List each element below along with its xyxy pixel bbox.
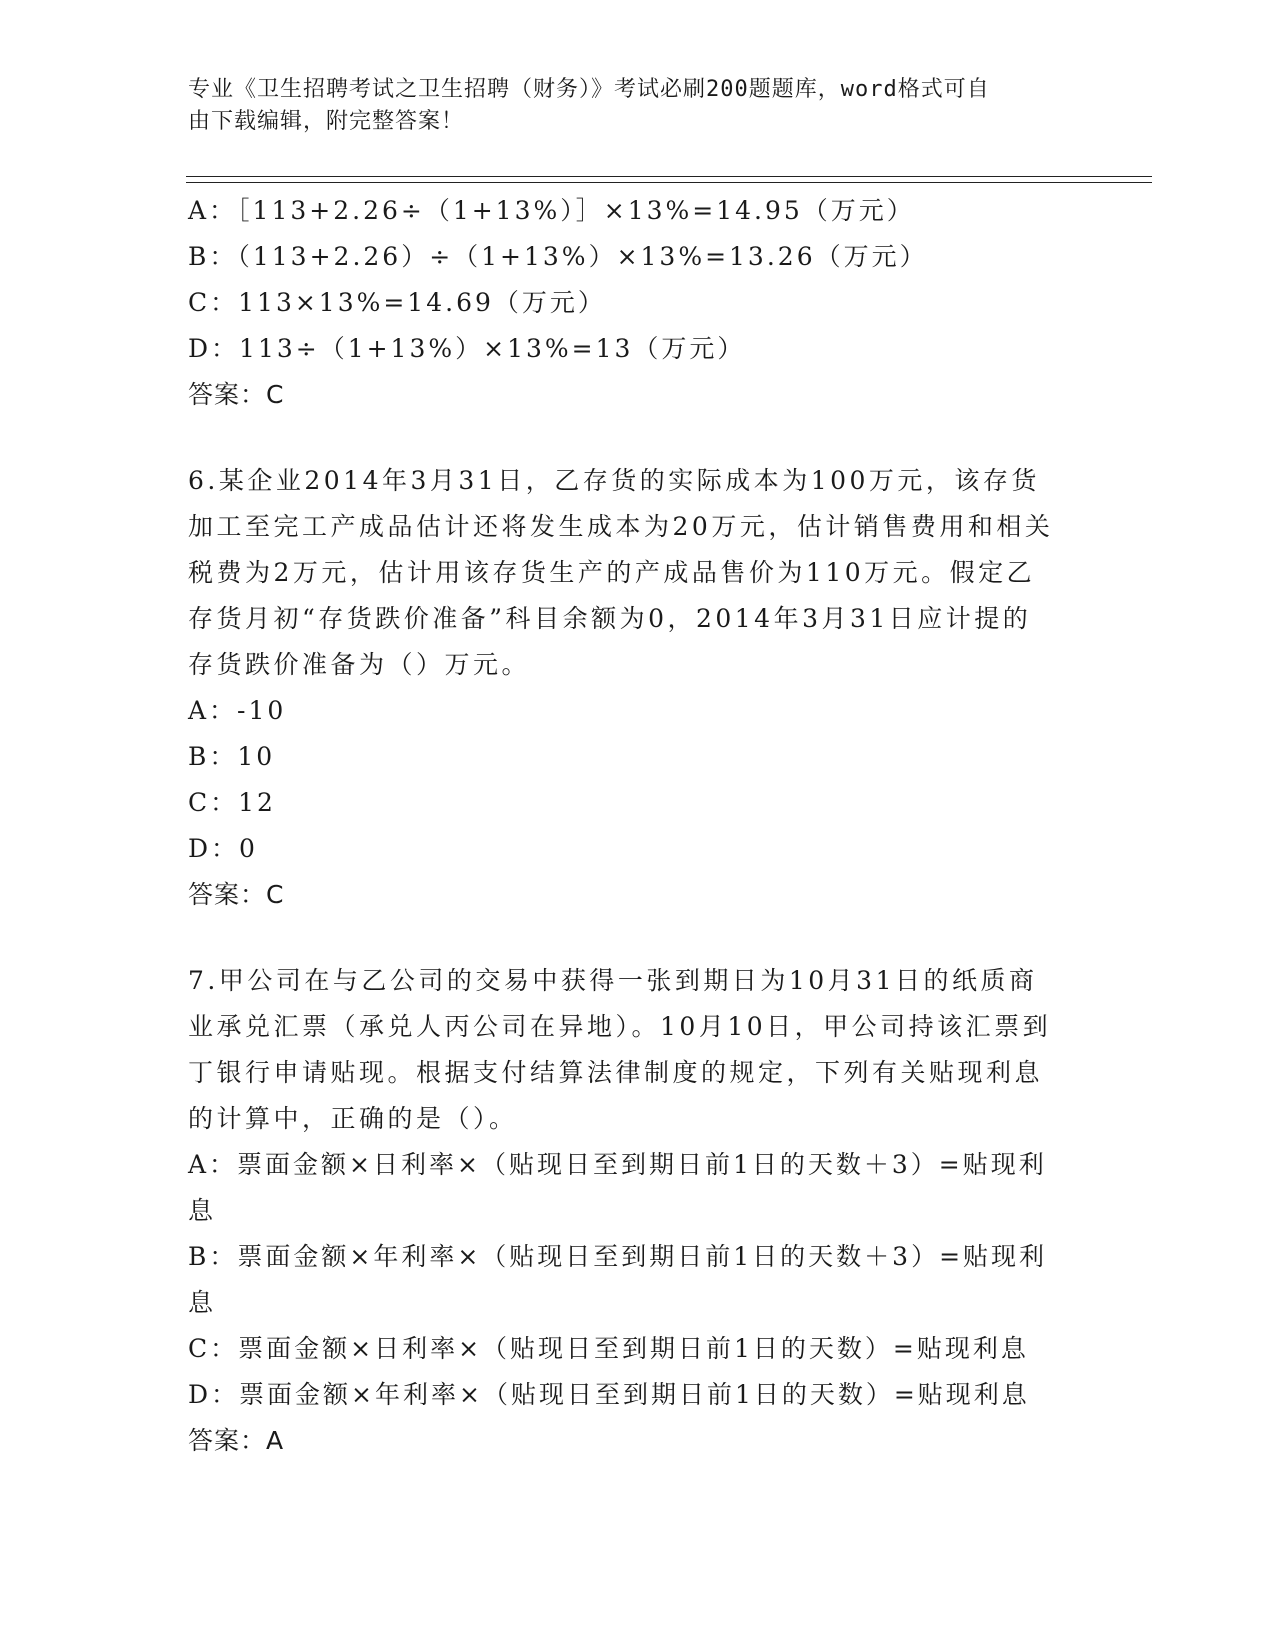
answer: 答案：A (188, 1426, 285, 1455)
question-content (188, 188, 1088, 1464)
stem-line: 税费为2万元，估计用该存货生产的产成品售价为110万元。假定乙 (188, 558, 1036, 587)
option-c: C：票面金额×日利率×（贴现日至到期日前1日的天数）=贴现利息 (188, 1334, 1029, 1363)
stem-line: 加工至完工产成品估计还将发生成本为20万元，估计销售费用和相关 (188, 512, 1054, 541)
stem-line: 业承兑汇票（承兑人丙公司在异地）。10月10日，甲公司持该汇票到 (188, 1012, 1052, 1041)
header-divider-top (186, 176, 1152, 177)
option-a-continued: 息 (188, 1196, 217, 1225)
option-a: A：-10 (188, 696, 287, 725)
option-b: B：票面金额×年利率×（贴现日至到期日前1日的天数＋3）=贴现利 (188, 1242, 1048, 1271)
option-c: C：12 (188, 788, 276, 817)
option-b-continued: 息 (188, 1288, 217, 1317)
question-stem (188, 458, 1088, 688)
question-5 (188, 188, 1088, 418)
spacer (188, 418, 1088, 458)
option-b: B：10 (188, 742, 276, 771)
document-header (188, 74, 1068, 138)
stem-line: 6.某企业2014年3月31日，乙存货的实际成本为100万元，该存货 (188, 466, 1040, 495)
stem-line: 存货月初“存货跌价准备”科目余额为0，2014年3月31日应计提的 (188, 604, 1032, 633)
answer: 答案：C (188, 380, 285, 409)
stem-line: 存货跌价准备为（）万元。 (188, 650, 531, 679)
header-divider-bottom (186, 182, 1152, 183)
header-line-2: 由下载编辑，附完整答案！ (188, 109, 465, 134)
stem-line: 的计算中，正确的是（）。 (188, 1104, 518, 1133)
option-b: B：（113+2.26）÷（1+13%）×13%=13.26（万元） (188, 242, 928, 271)
question-6 (188, 458, 1088, 918)
question-7 (188, 958, 1088, 1464)
stem-line: 丁银行申请贴现。根据支付结算法律制度的规定，下列有关贴现利息 (188, 1058, 1044, 1087)
option-d: D：票面金额×年利率×（贴现日至到期日前1日的天数）=贴现利息 (188, 1380, 1030, 1409)
stem-line: 7.甲公司在与乙公司的交易中获得一张到期日为10月31日的纸质商 (188, 966, 1038, 995)
spacer (188, 918, 1088, 958)
header-line-1: 专业《卫生招聘考试之卫生招聘（财务）》考试必刷200题题库，word格式可自 (188, 77, 990, 102)
option-a: A：票面金额×日利率×（贴现日至到期日前1日的天数＋3）=贴现利 (188, 1150, 1047, 1179)
question-stem (188, 958, 1088, 1142)
option-d: D：0 (188, 834, 258, 863)
answer: 答案：C (188, 880, 285, 909)
option-d: D：113÷（1+13%）×13%=13（万元） (188, 334, 746, 363)
option-c: C：113×13%=14.69（万元） (188, 288, 606, 317)
option-a: A：［113+2.26÷（1+13%）］×13%=14.95（万元） (188, 196, 915, 225)
